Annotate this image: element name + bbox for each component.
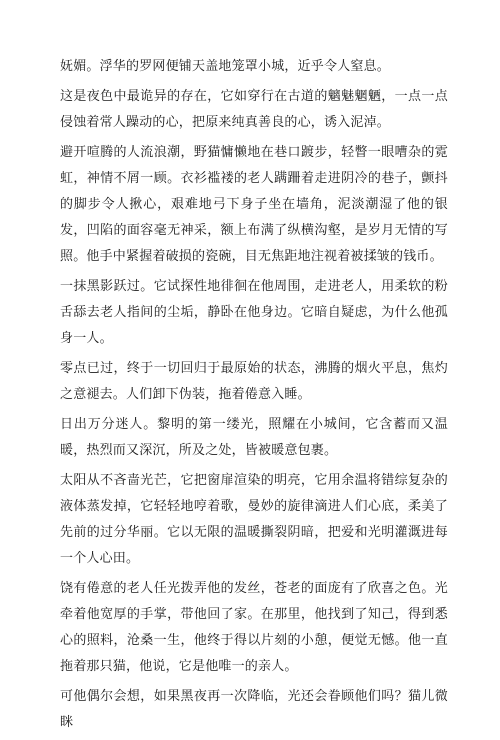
paragraph: 可他偶尔会想，如果黑夜再一次降临，光还会眷顾他们吗？猫儿微眯 [60, 689, 448, 730]
paragraph: 零点已过，终于一切回归于最原始的状态，沸腾的烟火平息，焦灼之意褪去。人们卸下伪装，拖着倦意入睡。 [60, 361, 448, 402]
paragraph: 避开喧腾的人流浪潮，野猫慵懒地在巷口踱步，轻瞥一眼嘈杂的霓虹，神情不屑一顾。衣衫褴褛的老人蹒跚着走进阴冷的巷子，颤抖的脚步令人揪心，艰难地弓下身子坐在墙角，泥淡潮湿了他的银发，凹陷的面容毫无神采，额上布满了纵横沟壑，是岁月无情的写照。他手中紧握着破损的瓷碗，目无焦距地注视着被揉皱的钱币。 [60, 145, 448, 264]
paragraph: 这是夜色中最诡异的存在，它如穿行在古道的魑魅魍魉，一点一点侵蚀着常人躁动的心，把原来纯真善良的心，诱入泥淖。 [60, 89, 448, 130]
paragraph: 太阳从不吝啬光芒，它把窗扉渲染的明亮，它用余温将错综复杂的液体蒸发掉，它轻轻地哼着歌，曼妙的旋律滴进人们心底，柔美了先前的过分华丽。它以无限的温暖撕裂阴暗，把爱和光明灌溉进每一个人心田。 [60, 473, 448, 566]
paragraph: 饶有倦意的老人任光拨弄他的发丝，苍老的面庞有了欣喜之色。光牵着他宽厚的手掌，带他回了家。在那里，他找到了知己，得到悉心的照料，沧桑一生，他终于得以片刻的小憩，便觉无憾。他一直拖着那只猫，他说，它是他唯一的亲人。 [60, 581, 448, 674]
paragraph: 妩媚。浮华的罗网便铺天盖地笼罩小城，近乎令人窒息。 [60, 59, 391, 74]
paragraph: 一抹黑影跃过。它试探性地徘徊在他周围，走进老人，用柔软的粉舌舔去老人指间的尘垢，静卧在他身边。它暗自疑虑，为什么他孤身一人。 [60, 279, 448, 346]
document-body [60, 54, 448, 740]
paragraph: 日出万分迷人。黎明的第一缕光，照耀在小城间，它含蓄而又温暖，热烈而又深沉，所及之处，皆被暖意包裹。 [60, 417, 448, 458]
